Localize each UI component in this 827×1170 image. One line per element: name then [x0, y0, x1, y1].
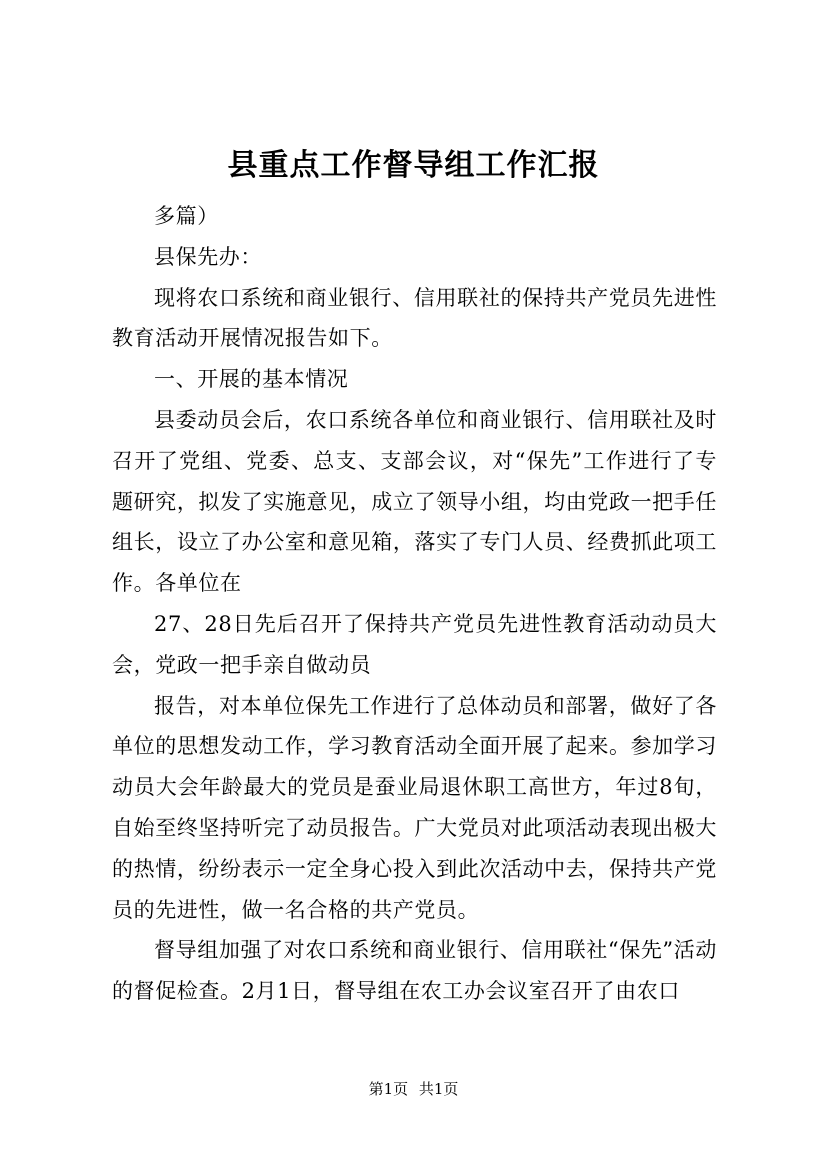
paragraph-body: 督导组加强了对农口系统和商业银行、信用联社“保先”活动的督促检查。2月1日，督导组在农工办会议室召开了由农口 [112, 938, 717, 1004]
paragraph-salutation: 县保先办： [154, 244, 262, 269]
paragraph-intro: 多篇） [154, 204, 219, 228]
page-footer [0, 1078, 827, 1100]
document-body [112, 196, 717, 1012]
page-number: 第1页 [368, 1080, 409, 1098]
paragraph-body: 县委动员会后，农口系统各单位和商业银行、信用联社及时召开了党组、党委、总支、支部会议，对“保先”工作进行了专题研究，拟发了实施意见，成立了领导小组，均由党政一把手任组长，设立了办公室和意见箱，落实了专门人员、经费抓此项工作。各单位在 [112, 407, 717, 596]
paragraph-body: 报告，对本单位保先工作进行了总体动员和部署，做好了各单位的思想发动工作，学习教育活动全面开展了起来。参加学习动员大会年龄最大的党员是蚕业局退休职工高世方，年过8旬，自始至终坚持听完了动员报告。广大党员对此项活动表现出极大的热情，纷纷表示一定全身心投入到此次活动中去，保持共产党员的先进性，做一名合格的共产党员。 [112, 693, 717, 922]
paragraph-opening: 现将农口系统和商业银行、信用联社的保持共产党员先进性教育活动开展情况报告如下。 [112, 285, 717, 351]
section-heading-basic-situation: 一、开展的基本情况 [154, 367, 349, 392]
paragraph-body: 27、28日先后召开了保持共产党员先进性教育活动动员大会，党政一把手亲自做动员 [112, 611, 717, 677]
page-total: 共1页 [418, 1080, 459, 1098]
document-title: 县重点工作督导组工作汇报 [227, 148, 600, 183]
